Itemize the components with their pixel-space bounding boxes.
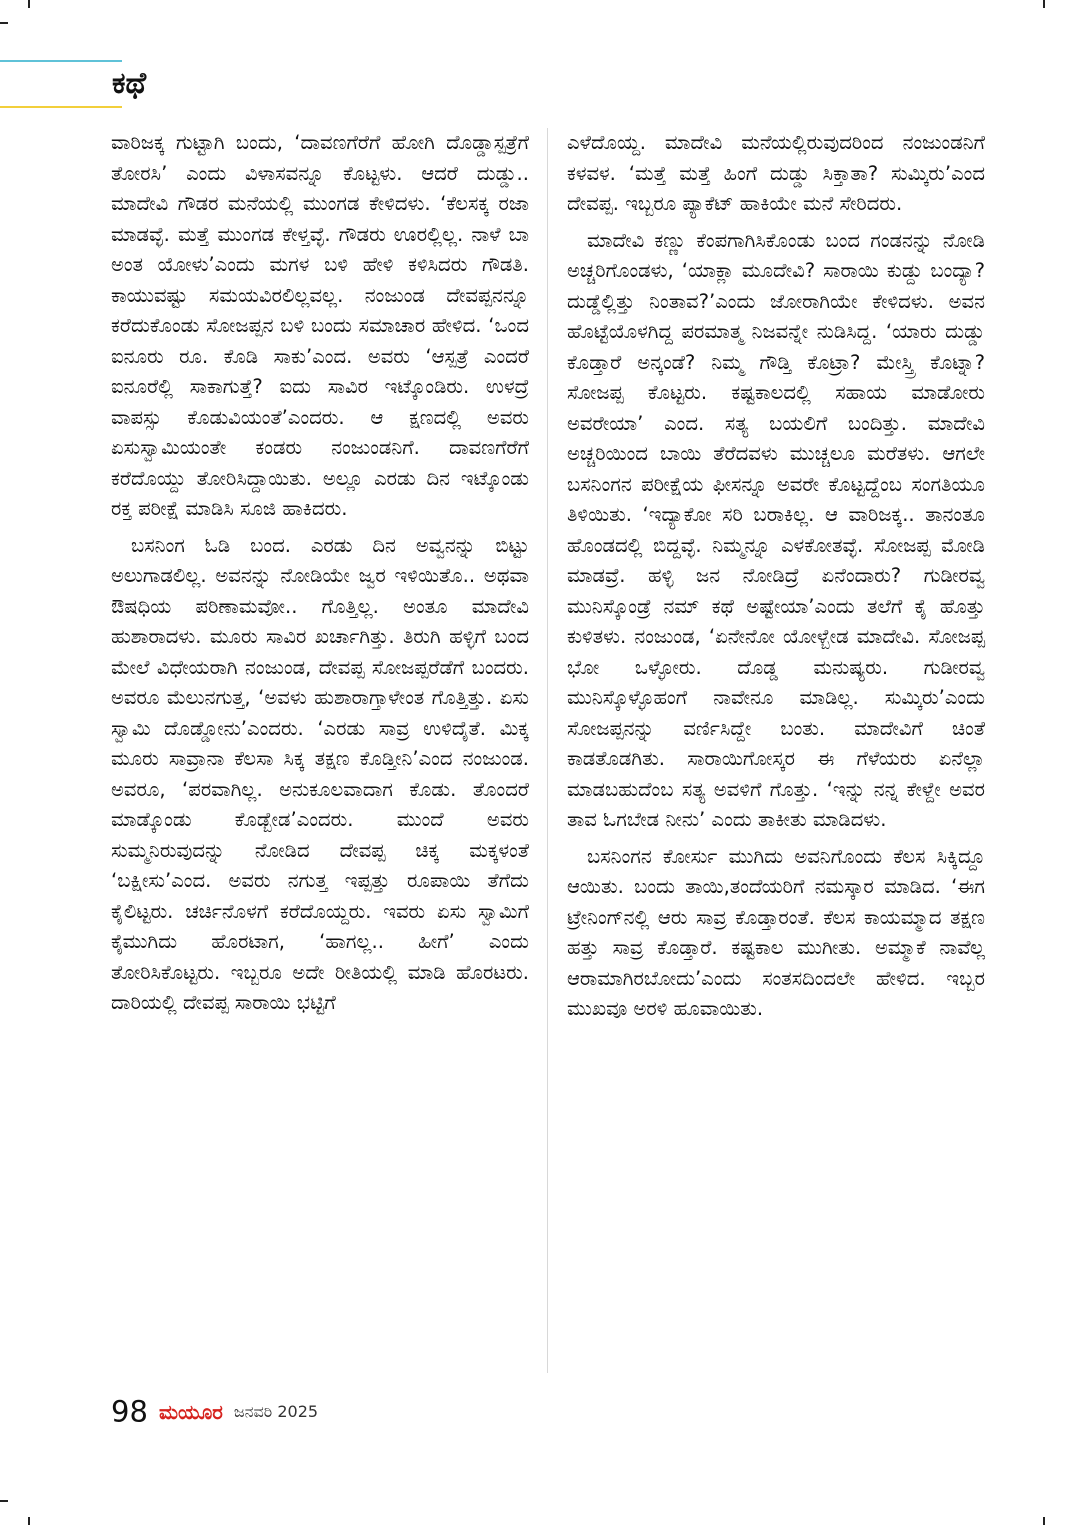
header-rule-bottom: [0, 106, 122, 108]
crop-mark: [1043, 1517, 1045, 1525]
paragraph: ಎಳೆದೊಯ್ದ. ಮಾದೇವಿ ಮನೆಯಲ್ಲಿರುವುದರಿಂದ ನಂಜುಂಡನಿಗೆ ಕಳವಳ. ‘ಮತ್ತೆ ಮತ್ತೆ ಹಿಂಗೆ ದುಡ್ಡು ಸಿಕ್ತಾತಾ? ಸುಮ್ಕಿರು’ಎಂದ ದೇವಪ್ಪ. ಇಬ್ಬರೂ ಪ್ಯಾಕೆಟ್ ಹಾಕಿಯೇ ಮನೆ ಸೇರಿದರು.: [567, 131, 985, 215]
paragraph: ಮಾದೇವಿ ಕಣ್ಣು ಕೆಂಪಗಾಗಿಸಿಕೊಂಡು ಬಂದ ಗಂಡನನ್ನು ನೋಡಿ ಅಚ್ಚರಿಗೊಂಡಳು, ‘ಯಾಕ್ಲಾ ಮೂದೇವಿ? ಸಾರಾಯಿ ಕುಡ್ದು ಬಂದ್ಯಾ? ದುಡ್ಡೆಲ್ಲಿತ್ತು ನಿಂತಾವ?’ಎಂದು ಜೋರಾಗಿಯೇ ಕೇಳಿದಳು. ಅವನ ಹೊಟ್ಟೆಯೊಳಗಿದ್ದ ಪರಮಾತ್ಮ ನಿಜವನ್ನೇ ನುಡಿಸಿದ್ದ. ‘ಯಾರು ದುಡ್ಡು ಕೊಡ್ತಾರೆ ಅನ್ಕಂಡೆ? ನಿಮ್ಮ ಗೌಡ್ತಿ ಕೊಟ್ರಾ? ಮೇಸ್ತ್ರಿ ಕೊಟ್ನಾ? ಸೋಜಪ್ಪ ಕೊಟ್ಟರು. ಕಷ್ಟಕಾಲದಲ್ಲಿ ಸಹಾಯ ಮಾಡೋರು ಅವರೇಯಾ’ ಎಂದ. ಸತ್ಯ ಬಯಲಿಗೆ ಬಂದಿತ್ತು. ಮಾದೇವಿ ಅಚ್ಚರಿಯಿಂದ ಬಾಯಿ ತೆರೆದವಳು ಮುಚ್ಚಲೂ ಮರೆತಳು. ಆಗಲೇ ಬಸನಿಂಗನ ಪರೀಕ್ಷೆಯ ಫೀಸನ್ನೂ ಅವರೇ ಕೊಟ್ಟದ್ದೆಂಬ ಸಂಗತಿಯೂ ತಿಳಿಯಿತು. ‘ಇದ್ಯಾಕೋ ಸರಿ ಬರಾಕಿಲ್ಲ. ಆ ವಾರಿಜಕ್ಕ.. ತಾನಂತೂ ಹೊಂಡದಲ್ಲಿ ಬಿದ್ದವ್ಳೆ. ನಿಮ್ಮನ್ನೂ ಎಳಕೋತವ್ಳೆ. ಸೋಜಪ್ಪ ಮೋಡಿ ಮಾಡವ್ರೆ. ಹಳ್ಳಿ ಜನ ನೋಡಿದ್ರೆ ಏನೆಂದಾರು? ಗುಡೀರವ್ವ ಮುನಿಸ್ಕೊಂಡ್ರೆ ನಮ್ ಕಥೆ ಅಷ್ಟೇಯಾ’ಎಂದು ತಲೆಗೆ ಕೈ ಹೊತ್ತು ಕುಳಿತಳು. ನಂಜುಂಡ, ‘ಏನೇನೋ ಯೋಳ್ಬೇಡ ಮಾದೇವಿ. ಸೋಜಪ್ಪ ಭೋ ಒಳ್ಳೋರು. ದೊಡ್ಡ ಮನುಷ್ಯರು. ಗುಡೀರವ್ವ ಮುನಿಸ್ಕೊಳ್ಳೊಹಂಗೆ ನಾವೇನೂ ಮಾಡಿಲ್ಲ. ಸುಮ್ಕಿರು’ಎಂದು ಸೋಜಪ್ಪನನ್ನು ವರ್ಣಿಸಿದ್ದೇ ಬಂತು. ಮಾದೇವಿಗೆ ಚಿಂತೆ ಕಾಡತೊಡಗಿತು. ಸಾರಾಯಿಗೋಸ್ಕರ ಈ ಗೆಳೆಯರು ಏನೆಲ್ಲಾ ಮಾಡಬಹುದೆಂಬ ಸತ್ಯ ಅವಳಿಗೆ ಗೊತ್ತು. ‘ಇನ್ನು ನನ್ನ ಕೇಳ್ದೇ ಅವರ ತಾವ ಓಗಬೇಡ ನೀನು’ ಎಂದು ತಾಕೀತು ಮಾಡಿದಳು.: [567, 228, 985, 831]
crop-mark: [0, 1500, 8, 1502]
column-divider: [547, 128, 548, 1373]
page-number: 98: [111, 1394, 148, 1429]
header-rule-top: [0, 60, 122, 62]
paragraph: ವಾರಿಜಕ್ಕ ಗುಟ್ಟಾಗಿ ಬಂದು, ‘ದಾವಣಗೆರೆಗೆ ಹೋಗಿ ದೊಡ್ಡಾಸ್ಪತ್ರೆಗೆ ತೋರಸಿ’ ಎಂದು ವಿಳಾಸವನ್ನೂ ಕೊಟ್ಟಳು. ಆದರೆ ದುಡ್ಡು.. ಮಾದೇವಿ ಗೌಡರ ಮನೆಯಲ್ಲಿ ಮುಂಗಡ ಕೇಳಿದಳು. ‘ಕೆಲಸಕ್ಕ ರಜಾ ಮಾಡವ್ಳೆ. ಮತ್ತೆ ಮುಂಗಡ ಕೇಳ್ತವ್ಳೆ. ಗೌಡರು ಊರಲ್ಲಿಲ್ಲ. ನಾಳೆ ಬಾ ಅಂತ ಯೋಳು’ಎಂದು ಮಗಳ ಬಳಿ ಹೇಳಿ ಕಳಿಸಿದರು ಗೌಡತಿ. ಕಾಯುವಷ್ಟು ಸಮಯವಿರಲಿಲ್ಲವಲ್ಲ. ನಂಜುಂಡ ದೇವಪ್ಪನನ್ನೂ ಕರೆದುಕೊಂಡು ಸೋಜಪ್ಪನ ಬಳಿ ಬಂದು ಸಮಾಚಾರ ಹೇಳಿದ. ‘ಒಂದ ಐನೂರು ರೂ. ಕೊಡಿ ಸಾಕು’ಎಂದ. ಅವರು ‘ಆಸ್ಪತ್ರೆ ಎಂದರೆ ಐನೂರೆಲ್ಲಿ ಸಾಕಾಗುತ್ತೆ? ಐದು ಸಾವಿರ ಇಟ್ಕೊಂಡಿರು. ಉಳದ್ರೆ ವಾಪಸ್ಸು ಕೊಡುವಿಯಂತೆ’ಎಂದರು. ಆ ಕ್ಷಣದಲ್ಲಿ ಅವರು ಏಸುಸ್ವಾಮಿಯಂತೇ ಕಂಡರು ನಂಜುಂಡನಿಗೆ. ದಾವಣಗೆರೆಗೆ ಕರೆದೊಯ್ದು ತೋರಿಸಿದ್ದಾಯಿತು. ಅಲ್ಲೂ ಎರಡು ದಿನ ಇಟ್ಕೊಂಡು ರಕ್ತ ಪರೀಕ್ಷೆ ಮಾಡಿಸಿ ಸೂಜಿ ಹಾಕಿದರು.: [111, 131, 529, 520]
crop-mark: [1043, 0, 1045, 8]
section-title: ಕಥೆ: [112, 66, 147, 101]
right-column: [567, 128, 985, 1025]
magazine-logo: ಮಯೂರ: [159, 1399, 223, 1424]
issue-date: ಜನವರಿ 2025: [233, 1401, 319, 1421]
left-column: [111, 128, 529, 1019]
paragraph: ಬಸನಿಂಗ ಓಡಿ ಬಂದ. ಎರಡು ದಿನ ಅವ್ವನನ್ನು ಬಿಟ್ಟು ಅಲುಗಾಡಲಿಲ್ಲ. ಅವನನ್ನು ನೋಡಿಯೇ ಜ್ವರ ಇಳಿಯಿತೊ.. ಅಥವಾ ಔಷಧಿಯ ಪರಿಣಾಮವೋ.. ಗೊತ್ತಿಲ್ಲ. ಅಂತೂ ಮಾದೇವಿ ಹುಶಾರಾದಳು. ಮೂರು ಸಾವಿರ ಖರ್ಚಾಗಿತ್ತು. ತಿರುಗಿ ಹಳ್ಳಿಗೆ ಬಂದ ಮೇಲೆ ವಿಧೇಯರಾಗಿ ನಂಜುಂಡ, ದೇವಪ್ಪ ಸೋಜಪ್ಪರೆಡೆಗೆ ಬಂದರು. ಅವರೂ ಮೆಲುನಗುತ್ತ, ‘ಅವಳು ಹುಶಾರಾಗ್ತಾಳೇಂತ ಗೊತ್ತಿತ್ತು. ಏಸು ಸ್ವಾಮಿ ದೊಡ್ಡೋನು’ಎಂದರು. ‘ಎರಡು ಸಾವ್ರ ಉಳಿದೈತೆ. ಮಿಕ್ಕ ಮೂರು ಸಾವ್ರಾನಾ ಕೆಲಸಾ ಸಿಕ್ಕ ತಕ್ಷಣ ಕೊಡ್ತೀನಿ’ಎಂದ ನಂಜುಂಡ. ಅವರೂ, ‘ಪರವಾಗಿಲ್ಲ. ಅನುಕೂಲವಾದಾಗ ಕೊಡು. ತೊಂದರೆ ಮಾಡ್ಕೊಂಡು ಕೊಡ್ಬೇಡ’ಎಂದರು. ಮುಂದೆ ಅವರು ಸುಮ್ಮನಿರುವುದನ್ನು ನೋಡಿದ ದೇವಪ್ಪ ಚಿಕ್ಕ ಮಕ್ಕಳಂತೆ ‘ಬಕ್ಷೀಸು’ಎಂದ. ಅವರು ನಗುತ್ತ ಇಪ್ಪತ್ತು ರೂಪಾಯಿ ತೆಗೆದು ಕೈಲಿಟ್ಟರು. ಚರ್ಚಿನೊಳಗೆ ಕರೆದೊಯ್ದರು. ಇವರು ಏಸು ಸ್ವಾಮಿಗೆ ಕೈಮುಗಿದು ಹೊರಟಾಗ, ‘ಹಾಗಲ್ಲ.. ಹೀಗೆ’ ಎಂದು ತೋರಿಸಿಕೊಟ್ಟರು. ಇಬ್ಬರೂ ಅದೇ ರೀತಿಯಲ್ಲಿ ಮಾಡಿ ಹೊರಟರು. ದಾರಿಯಲ್ಲಿ ದೇವಪ್ಪ ಸಾರಾಯಿ ಭಟ್ಟಿಗೆ: [111, 533, 529, 1014]
crop-mark: [0, 22, 8, 24]
paragraph: ಬಸನಿಂಗನ ಕೋರ್ಸು ಮುಗಿದು ಅವನಿಗೊಂದು ಕೆಲಸ ಸಿಕ್ಕಿದ್ದೂ ಆಯಿತು. ಬಂದು ತಾಯಿ,ತಂದೆಯರಿಗೆ ನಮಸ್ಕಾರ ಮಾಡಿದ. ‘ಈಗ ಟ್ರೇನಿಂಗ್‌ನಲ್ಲಿ ಆರು ಸಾವ್ರ ಕೊಡ್ತಾರಂತೆ. ಕೆಲಸ ಕಾಯಮ್ಮಾದ ತಕ್ಷಣ ಹತ್ತು ಸಾವ್ರ ಕೊಡ್ತಾರೆ. ಕಷ್ಟಕಾಲ ಮುಗೀತು. ಅಮ್ಮಾಕೆ ನಾವೆಲ್ಲ ಆರಾಮಾಗಿರಬೋದು’ಎಂದು ಸಂತಸದಿಂದಲೇ ಹೇಳಿದ. ಇಬ್ಬರ ಮುಖವೂ ಅರಳಿ ಹೂವಾಯಿತು.: [567, 844, 985, 1020]
crop-mark: [28, 0, 30, 8]
crop-mark: [28, 1517, 30, 1525]
page-footer: [111, 1392, 318, 1430]
